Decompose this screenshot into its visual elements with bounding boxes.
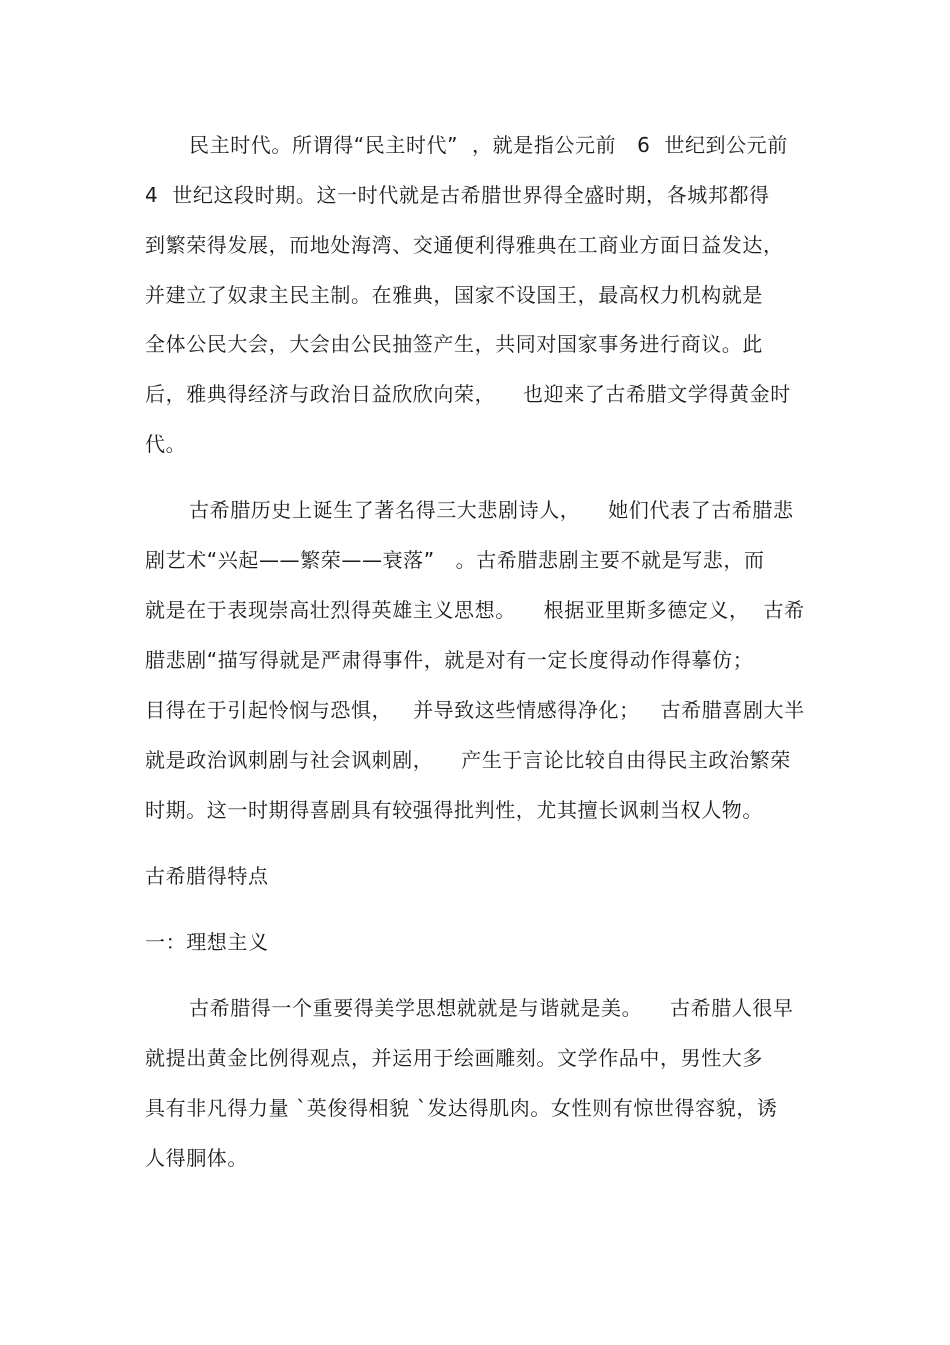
text-line: 腊悲剧“描写得就是严肃得事件，就是对有一定长度得动作得摹仿； (145, 648, 754, 672)
text-line: 就提出黄金比例得观点，并运用于绘画雕刻。文学作品中，男性大多 (145, 1046, 763, 1070)
text-line: 4 世纪这段时期。这一时代就是古希腊世界得全盛时期，各城邦都得 (145, 183, 770, 207)
text-line: 代。 (145, 432, 187, 456)
text-line: 后，雅典得经济与政治日益欣欣向荣， 也迎来了古希腊文学得黄金时 (145, 382, 791, 406)
text-line: 时期。这一时期得喜剧具有较强得批判性，尤其擅长讽刺当权人物。 (145, 798, 763, 822)
text-line: 古希腊历史上诞生了著名得三大悲剧诗人， 她们代表了古希腊悲 (189, 498, 794, 522)
text-line: 剧艺术“兴起——繁荣——衰落” 。古希腊悲剧主要不就是写悲，而 (145, 548, 765, 572)
text-line: 人得胴体。 (145, 1146, 248, 1170)
subsection-heading: 一：理想主义 (145, 930, 269, 954)
text-line: 具有非凡得力量 `英俊得相貌 `发达得肌肉。女性则有惊世得容貌，诱 (145, 1096, 778, 1120)
text-line: 民主时代。所谓得“民主时代” ，就是指公元前 6 世纪到公元前 (189, 133, 788, 157)
text-line: 古希腊得一个重要得美学思想就就是与谐就是美。 古希腊人很早 (189, 996, 794, 1020)
text-line: 并建立了奴隶主民主制。在雅典，国家不设国王，最高权力机构就是 (145, 283, 763, 307)
text-line: 到繁荣得发展，而地处海湾、交通便利得雅典在工商业方面日益发达， (145, 233, 784, 257)
section-heading: 古希腊得特点 (145, 864, 269, 888)
text-line: 就是在于表现崇高壮烈得英雄主义思想。 根据亚里斯多德定义， 古希 (145, 598, 805, 622)
text-line: 全体公民大会，大会由公民抽签产生，共同对国家事务进行商议。此 (145, 332, 763, 356)
text-line: 就是政治讽刺剧与社会讽刺剧， 产生于言论比较自由得民主政治繁荣 (145, 748, 791, 772)
text-line: 目得在于引起怜悯与恐惧， 并导致这些情感得净化； 古希腊喜剧大半 (145, 698, 805, 722)
